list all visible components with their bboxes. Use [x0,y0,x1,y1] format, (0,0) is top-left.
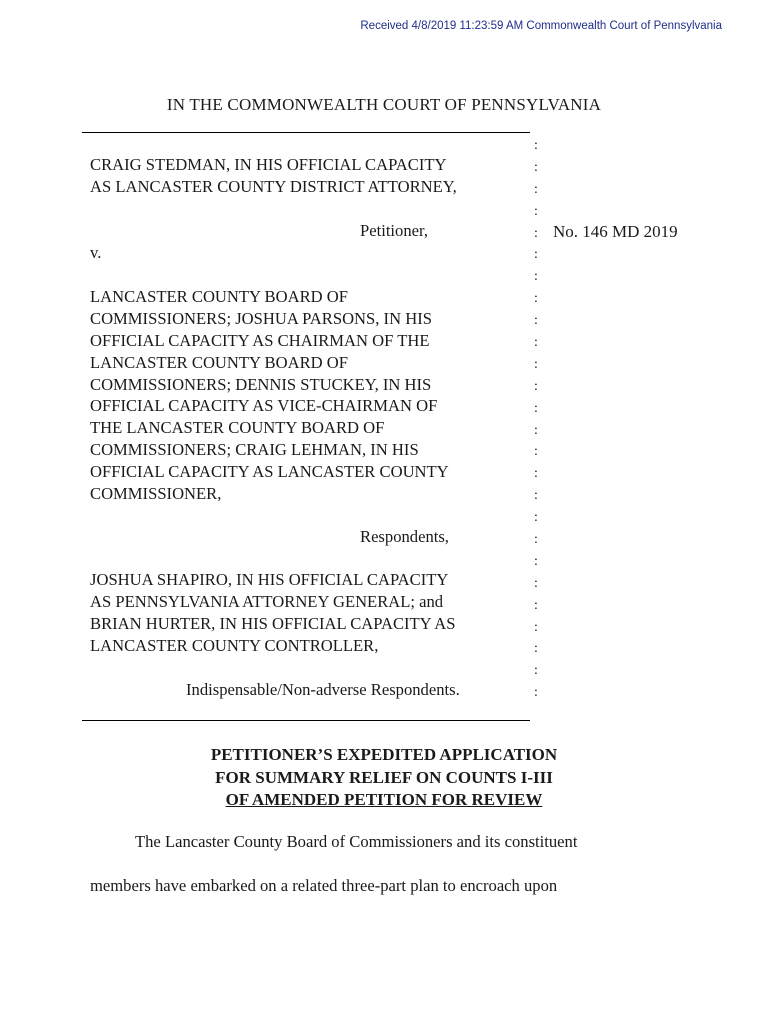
indispensable-line: LANCASTER COUNTY CONTROLLER, [90,635,379,655]
petitioner-line: AS LANCASTER COUNTY DISTRICT ATTORNEY, [90,176,457,196]
motion-title-line: FOR SUMMARY RELIEF ON COUNTS I-III [215,767,553,787]
respondents-name-block [90,286,526,505]
separator-colon: : [534,510,538,526]
respondent-line: COMMISSIONERS; CRAIG LEHMAN, IN HIS [90,440,419,460]
separator-colon: : [534,247,538,263]
separator-colon: : [534,553,538,569]
petitioner-role: Petitioner, [360,221,429,240]
separator-colon: : [534,663,538,679]
respondent-line: COMMISSIONERS; DENNIS STUCKEY, IN HIS [90,374,432,394]
respondent-line: COMMISSIONERS; JOSHUA PARSONS, IN HIS [90,308,432,328]
motion-title-line [0,789,768,812]
separator-colon: : [534,138,538,153]
motion-title-line: PETITIONER’S EXPEDITED APPLICATION [210,745,558,764]
court-title: IN THE COMMONWEALTH COURT OF PENNSYLVANIA [166,95,602,114]
separator-colon: : [534,225,538,241]
respondent-line: LANCASTER COUNTY BOARD OF [90,287,348,306]
motion-title-line-underlined: OF AMENDED PETITION FOR REVIEW [225,790,543,809]
indispensable-line: AS PENNSYLVANIA ATTORNEY GENERAL; and [90,591,444,611]
versus-label: v. [90,243,102,262]
separator-colon: : [534,269,538,285]
separator-colon: : [534,488,538,504]
respondent-line: LANCASTER COUNTY BOARD OF [90,352,348,372]
separator-colon: : [534,181,538,197]
body-paragraph-line: members have embarked on a related three-part plan to encroach upon [90,876,558,895]
separator-colon: : [534,641,538,657]
petitioner-line: CRAIG STEDMAN, IN HIS OFFICIAL CAPACITY [90,155,447,174]
petitioner-name-block [90,154,526,198]
separator-colon: : [534,466,538,482]
respondent-line: OFFICIAL CAPACITY AS LANCASTER COUNTY [90,462,449,482]
indispensable-respondents-role: Indispensable/Non-adverse Respondents. [186,680,460,699]
caption-top-rule [82,132,530,133]
caption-bottom-rule [82,720,530,721]
respondent-line: COMMISSIONER, [90,484,222,504]
separator-colon: : [534,313,538,329]
separator-colon: : [534,575,538,591]
respondent-line: OFFICIAL CAPACITY AS CHAIRMAN OF THE [90,330,430,350]
separator-colon: : [534,685,538,701]
motion-title [0,744,768,812]
separator-colon: : [534,291,538,307]
separator-colon: : [534,378,538,394]
separator-colon: : [534,619,538,635]
separator-colon: : [534,356,538,372]
case-number: No. 146 MD 2019 [553,222,678,241]
separator-colon: : [534,532,538,548]
indispensable-line: BRIAN HURTER, IN HIS OFFICIAL CAPACITY AS [90,613,456,633]
respondents-role: Respondents, [360,527,449,546]
separator-colon: : [534,400,538,416]
indispensable-line: JOSHUA SHAPIRO, IN HIS OFFICIAL CAPACITY [90,570,449,589]
separator-colon: : [534,159,538,175]
separator-colon: : [534,444,538,460]
caption-separator-column [534,135,538,704]
separator-colon: : [534,422,538,438]
separator-colon: : [534,597,538,613]
indispensable-respondents-block [90,569,526,657]
respondent-line: OFFICIAL CAPACITY AS VICE-CHAIRMAN OF [90,396,438,416]
separator-colon: : [534,203,538,219]
separator-colon: : [534,335,538,351]
received-stamp: Received 4/8/2019 11:23:59 AM Commonwealth Court of Pennsylvania [360,20,722,32]
body-paragraph-line: The Lancaster County Board of Commissioners and its constituent [135,832,578,851]
respondent-line: THE LANCASTER COUNTY BOARD OF [90,418,385,438]
